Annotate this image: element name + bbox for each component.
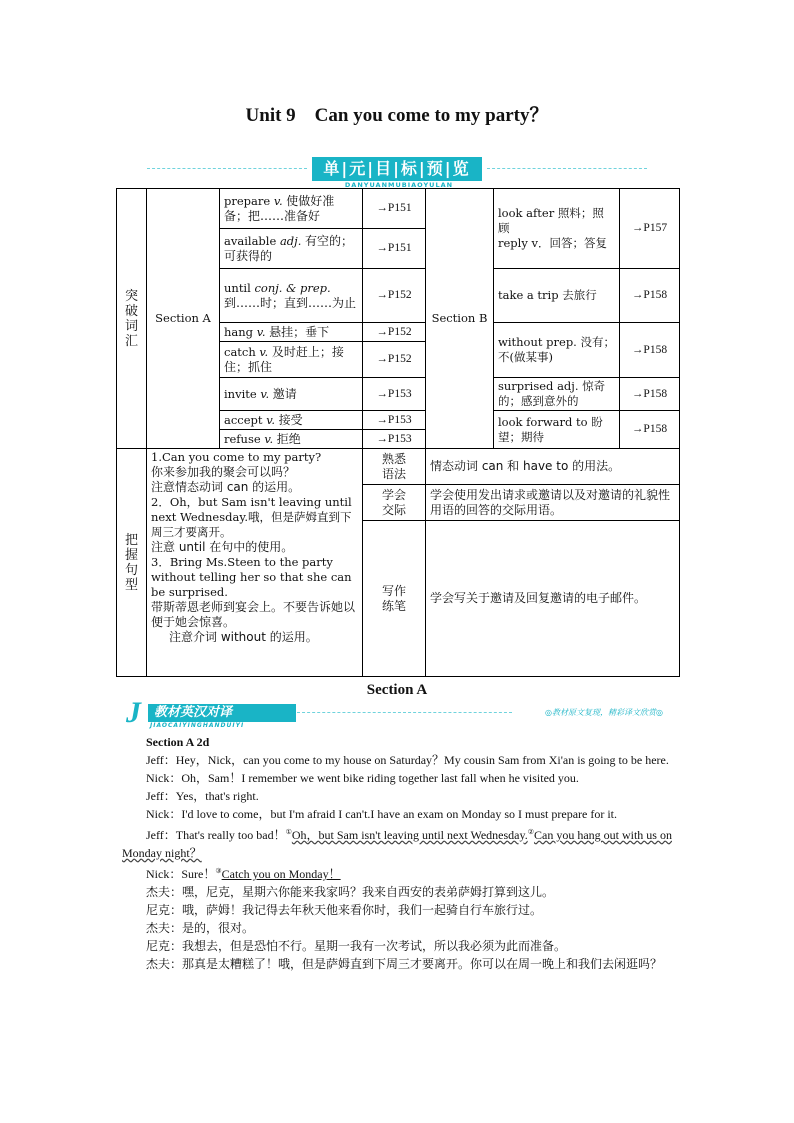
- sentence-line: 你来参加我的聚会可以吗？: [151, 465, 296, 479]
- vocab-b-ref: →P158: [620, 269, 680, 323]
- vocab-a-ref: →P151: [363, 229, 426, 269]
- annotated-phrase: Can you hang out with us on Monday night？: [122, 828, 672, 860]
- translation-banner-note: ◎教材原文复现，精彩译文欣赏◎: [545, 708, 663, 717]
- translation-line: 尼克：我想去，但是恐怕不行。星期一我有一次考试，所以我必须为此而准备。: [146, 939, 567, 953]
- note-marker: ①: [285, 828, 292, 836]
- vocab-a-ref: →P152: [363, 323, 426, 342]
- vocab-b-item: take a trip 去旅行: [494, 269, 620, 323]
- vocab-b-item: look after 照料；照顾 reply v．回答；答复: [494, 189, 620, 269]
- passage-line: [122, 823, 678, 862]
- sentence-line: 注意 until 在句中的使用。: [151, 540, 294, 554]
- unit-overview-banner: [147, 157, 647, 187]
- page-title: Unit 9 Can you come to my party？: [245, 105, 549, 126]
- banner-dash: [297, 712, 512, 713]
- passage-subheading: Section A 2d: [146, 735, 210, 749]
- vocab-b-item: without prep. 没有；不(做某事): [494, 323, 620, 378]
- passage-line: Nick：Oh，Sam！I remember we went bike riding together last fall when he visited you.: [146, 771, 579, 785]
- goal-text: 学会使用发出请求或邀请以及对邀请的礼貌性用语的回答的交际用语。: [426, 485, 680, 521]
- translation-line: 杰夫：嘿，尼克，星期六你能来我家吗？我来自西安的表弟萨姆打算到这儿。: [146, 885, 555, 899]
- unit-overview-table: [116, 188, 680, 677]
- vocab-category: 突 破 词 汇: [117, 189, 147, 449]
- passage-fragment: Nick：Sure！: [146, 867, 216, 881]
- key-sentences: [147, 449, 363, 677]
- translation-banner-label: 教材英汉对译: [148, 704, 296, 722]
- section-b-label: Section B: [426, 189, 494, 449]
- banner-pinyin: DANYUANMUBIAOYULAN: [344, 181, 454, 189]
- vocab-a-ref: →P151: [363, 189, 426, 229]
- annotated-phrase: Oh，but Sam isn't leaving until next Wednesday.: [291, 828, 528, 842]
- sentence-line: 带斯蒂恩老师到宴会上。不要告诉她以便于她会惊喜。: [151, 600, 356, 629]
- goal-label: 写作 练笔: [363, 521, 426, 677]
- vocab-b-ref: →P158: [620, 411, 680, 449]
- vocab-a-item: refuse v. 拒绝: [220, 430, 363, 449]
- vocab-a-ref: →P153: [363, 378, 426, 411]
- vocab-b-item: look forward to 盼望；期待: [494, 411, 620, 449]
- vocab-a-item: hang v. 悬挂；垂下: [220, 323, 363, 342]
- vocab-a-ref: →P152: [363, 342, 426, 378]
- sentence-category: 把 握 句 型: [117, 449, 147, 677]
- vocab-a-ref: →P153: [363, 411, 426, 430]
- sentence-line: 1.Can you come to my party?: [151, 450, 322, 464]
- passage-line: Jeff：Yes，that's right.: [146, 789, 259, 803]
- translation-line: 杰夫：那真是太糟糕了！哦，但是萨姆直到下周三才要离开。你可以在周一晚上和我们去闲逛吗？: [146, 957, 663, 971]
- vocab-a-item: catch v. 及时赶上；接住；抓住: [220, 342, 363, 378]
- passage-line: [122, 862, 678, 883]
- translation-line: 杰夫：是的，很对。: [146, 921, 255, 935]
- passage-line: Nick：I'd love to come，but I'm afraid I can't.I have an exam on Monday so I must prepare for it.: [146, 807, 618, 821]
- note-marker: ②: [527, 828, 534, 836]
- translation-banner: [122, 696, 667, 730]
- sentence-line: 3．Bring Ms.Steen to the party without telling her so that she can be surprised.: [151, 555, 352, 599]
- passage-fragment: Jeff：That's really too bad！: [146, 828, 286, 842]
- vocab-a-item: prepare v. 使做好准备；把……准备好: [220, 189, 363, 229]
- passage: [122, 733, 678, 973]
- note-marker: ③: [215, 867, 222, 875]
- sentence-line: 2．Oh，but Sam isn't leaving until next Wednesday.哦，但是萨姆直到下周三才要离开。: [151, 495, 352, 539]
- vocab-a-item: available adj. 有空的；可获得的: [220, 229, 363, 269]
- goal-label: 熟悉 语法: [363, 449, 426, 485]
- translation-banner-pinyin: JIAOCAIYINGHANDUIYI: [150, 722, 245, 729]
- sentence-line: 注意介词 without 的运用。: [169, 630, 318, 644]
- annotated-phrase: Catch you on Monday！: [221, 867, 341, 881]
- sentence-line: 注意情态动词 can 的运用。: [151, 480, 301, 494]
- banner-letter: J: [126, 696, 141, 729]
- translation-line: 尼克：哦，萨姆！我记得去年秋天他来看你时，我们一起骑自行车旅行过。: [146, 903, 543, 917]
- vocab-a-ref: →P152: [363, 269, 426, 323]
- vocab-a-item: invite v. 邀请: [220, 378, 363, 411]
- banner-dash-left: [147, 168, 307, 169]
- banner-dash-right: [487, 168, 647, 169]
- vocab-a-item: accept v. 接受: [220, 411, 363, 430]
- vocab-b-ref: →P158: [620, 378, 680, 411]
- banner-label: 单|元|目|标|预|览: [312, 157, 482, 181]
- goal-text: 学会写关于邀请及回复邀请的电子邮件。: [426, 521, 680, 677]
- goal-text: 情态动词 can 和 have to 的用法。: [426, 449, 680, 485]
- vocab-b-item: surprised adj. 惊奇的；感到意外的: [494, 378, 620, 411]
- section-a-label: Section A: [147, 189, 220, 449]
- section-heading: Section A: [366, 682, 428, 698]
- vocab-b-ref: →P158: [620, 323, 680, 378]
- goal-label: 学会 交际: [363, 485, 426, 521]
- vocab-a-ref: →P153: [363, 430, 426, 449]
- vocab-b-ref: →P157: [620, 189, 680, 269]
- passage-line: Jeff：Hey，Nick，can you come to my house on Saturday？My cousin Sam from Xi'an is going to be here.: [146, 753, 669, 767]
- vocab-a-item: until conj. & prep. 到……时；直到……为止: [220, 269, 363, 323]
